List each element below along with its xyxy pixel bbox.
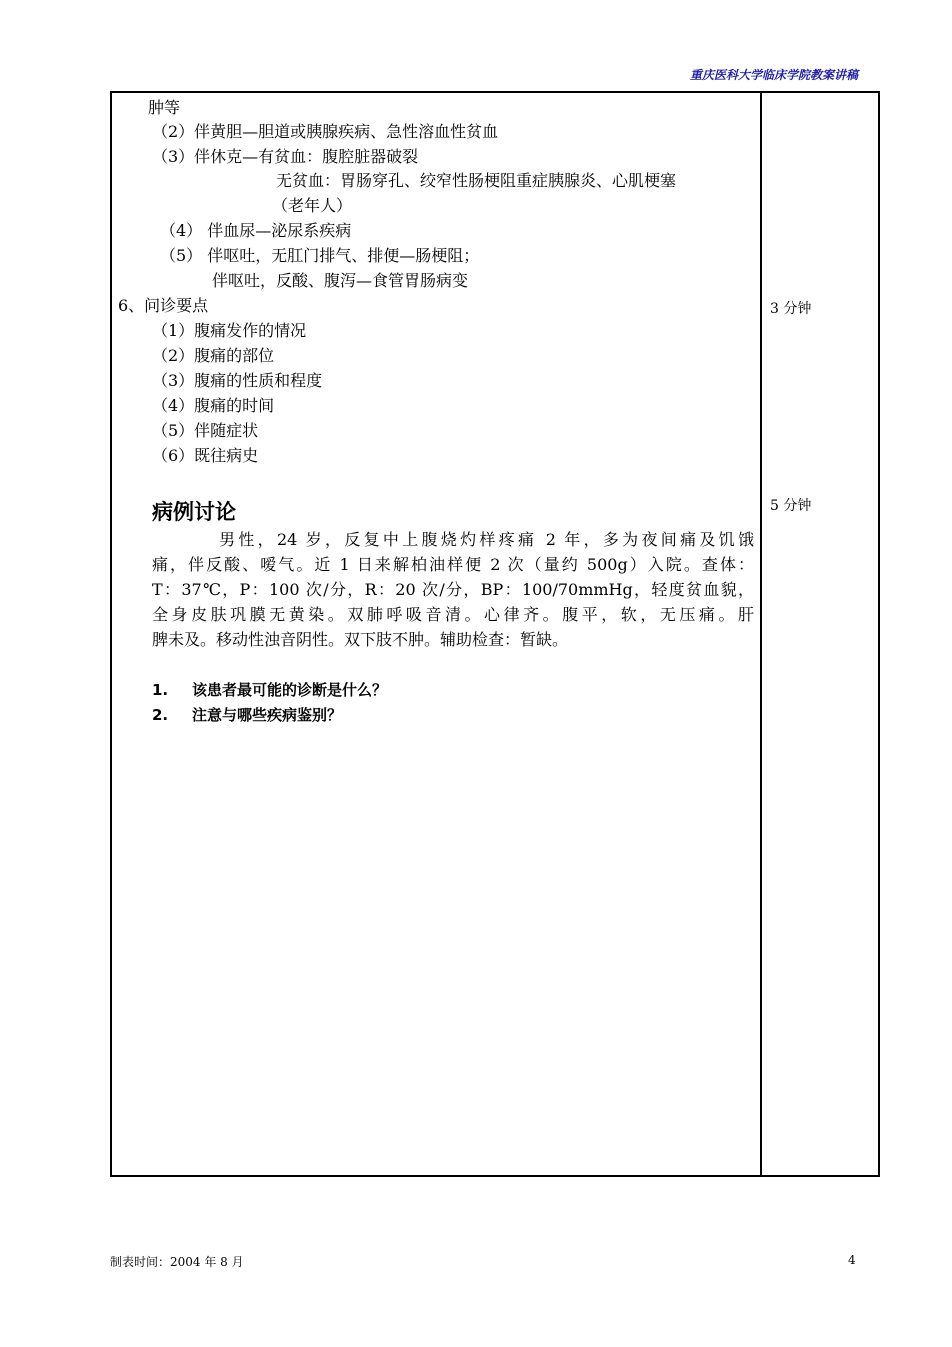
case-description <box>152 527 754 652</box>
column-divider <box>760 91 762 1177</box>
question-number: 1. <box>152 681 169 699</box>
content-line: （4） 伴血尿—泌尿系疾病 <box>160 221 352 240</box>
content-line: 肿等 <box>148 98 181 117</box>
content-line: （1）腹痛发作的情况 <box>152 321 307 340</box>
content-line: （5）伴随症状 <box>152 421 259 440</box>
case-line: T：37℃，P：100 次/分，R：20 次/分，BP：100/70mmHg，轻度贫血貌， <box>152 580 754 599</box>
page-number: 4 <box>848 1253 856 1267</box>
content-line: 无贫血：胃肠穿孔、绞窄性肠梗阻重症胰腺炎、心肌梗塞 <box>276 171 677 190</box>
question-number: 2. <box>152 706 169 724</box>
content-line: （6）既往病史 <box>152 446 259 465</box>
content-line: 伴呕吐，反酸、腹泻—食管胃肠病变 <box>212 271 469 290</box>
case-line: 全身皮肤巩膜无黄染。双肺呼吸音清。心律齐。腹平，软，无压痛。肝 <box>152 605 754 624</box>
case-line: 痛，伴反酸、嗳气。近 1 日来解柏油样便 2 次（量约 500g）入院。查体： <box>152 555 754 574</box>
question-item <box>152 704 342 725</box>
content-line: （2）腹痛的部位 <box>152 346 275 365</box>
content-line: （2）伴黄胆—胆道或胰腺疾病、急性溶血性贫血 <box>152 122 499 141</box>
case-discussion-heading: 病例讨论 <box>152 500 236 524</box>
time-allocation: 3 分钟 <box>770 301 812 317</box>
document-header-title: 重庆医科大学临床学院教案讲稿 <box>689 68 858 82</box>
content-line: （4）腹痛的时间 <box>152 396 275 415</box>
question-text: 注意与哪些疾病鉴别？ <box>192 706 343 724</box>
footer-date: 制表时间：2004 年 8 月 <box>110 1255 244 1269</box>
case-line: 脾未及。移动性浊音阴性。双下肢不肿。辅助检查：暂缺。 <box>152 630 569 649</box>
content-line: （5） 伴呕吐，无肛门排气、排便—肠梗阻； <box>160 246 480 265</box>
content-line: （老年人） <box>272 196 353 215</box>
content-line: （3）伴休克—有贫血：腹腔脏器破裂 <box>152 147 419 166</box>
section-title: 6、问诊要点 <box>118 296 209 315</box>
case-line: 男性，24 岁，反复中上腹烧灼样疼痛 2 年，多为夜间痛及饥饿 <box>152 530 754 549</box>
question-item <box>152 679 387 700</box>
content-line: （3）腹痛的性质和程度 <box>152 371 323 390</box>
time-allocation: 5 分钟 <box>770 498 812 514</box>
question-text: 该患者最可能的诊断是什么？ <box>192 681 388 699</box>
